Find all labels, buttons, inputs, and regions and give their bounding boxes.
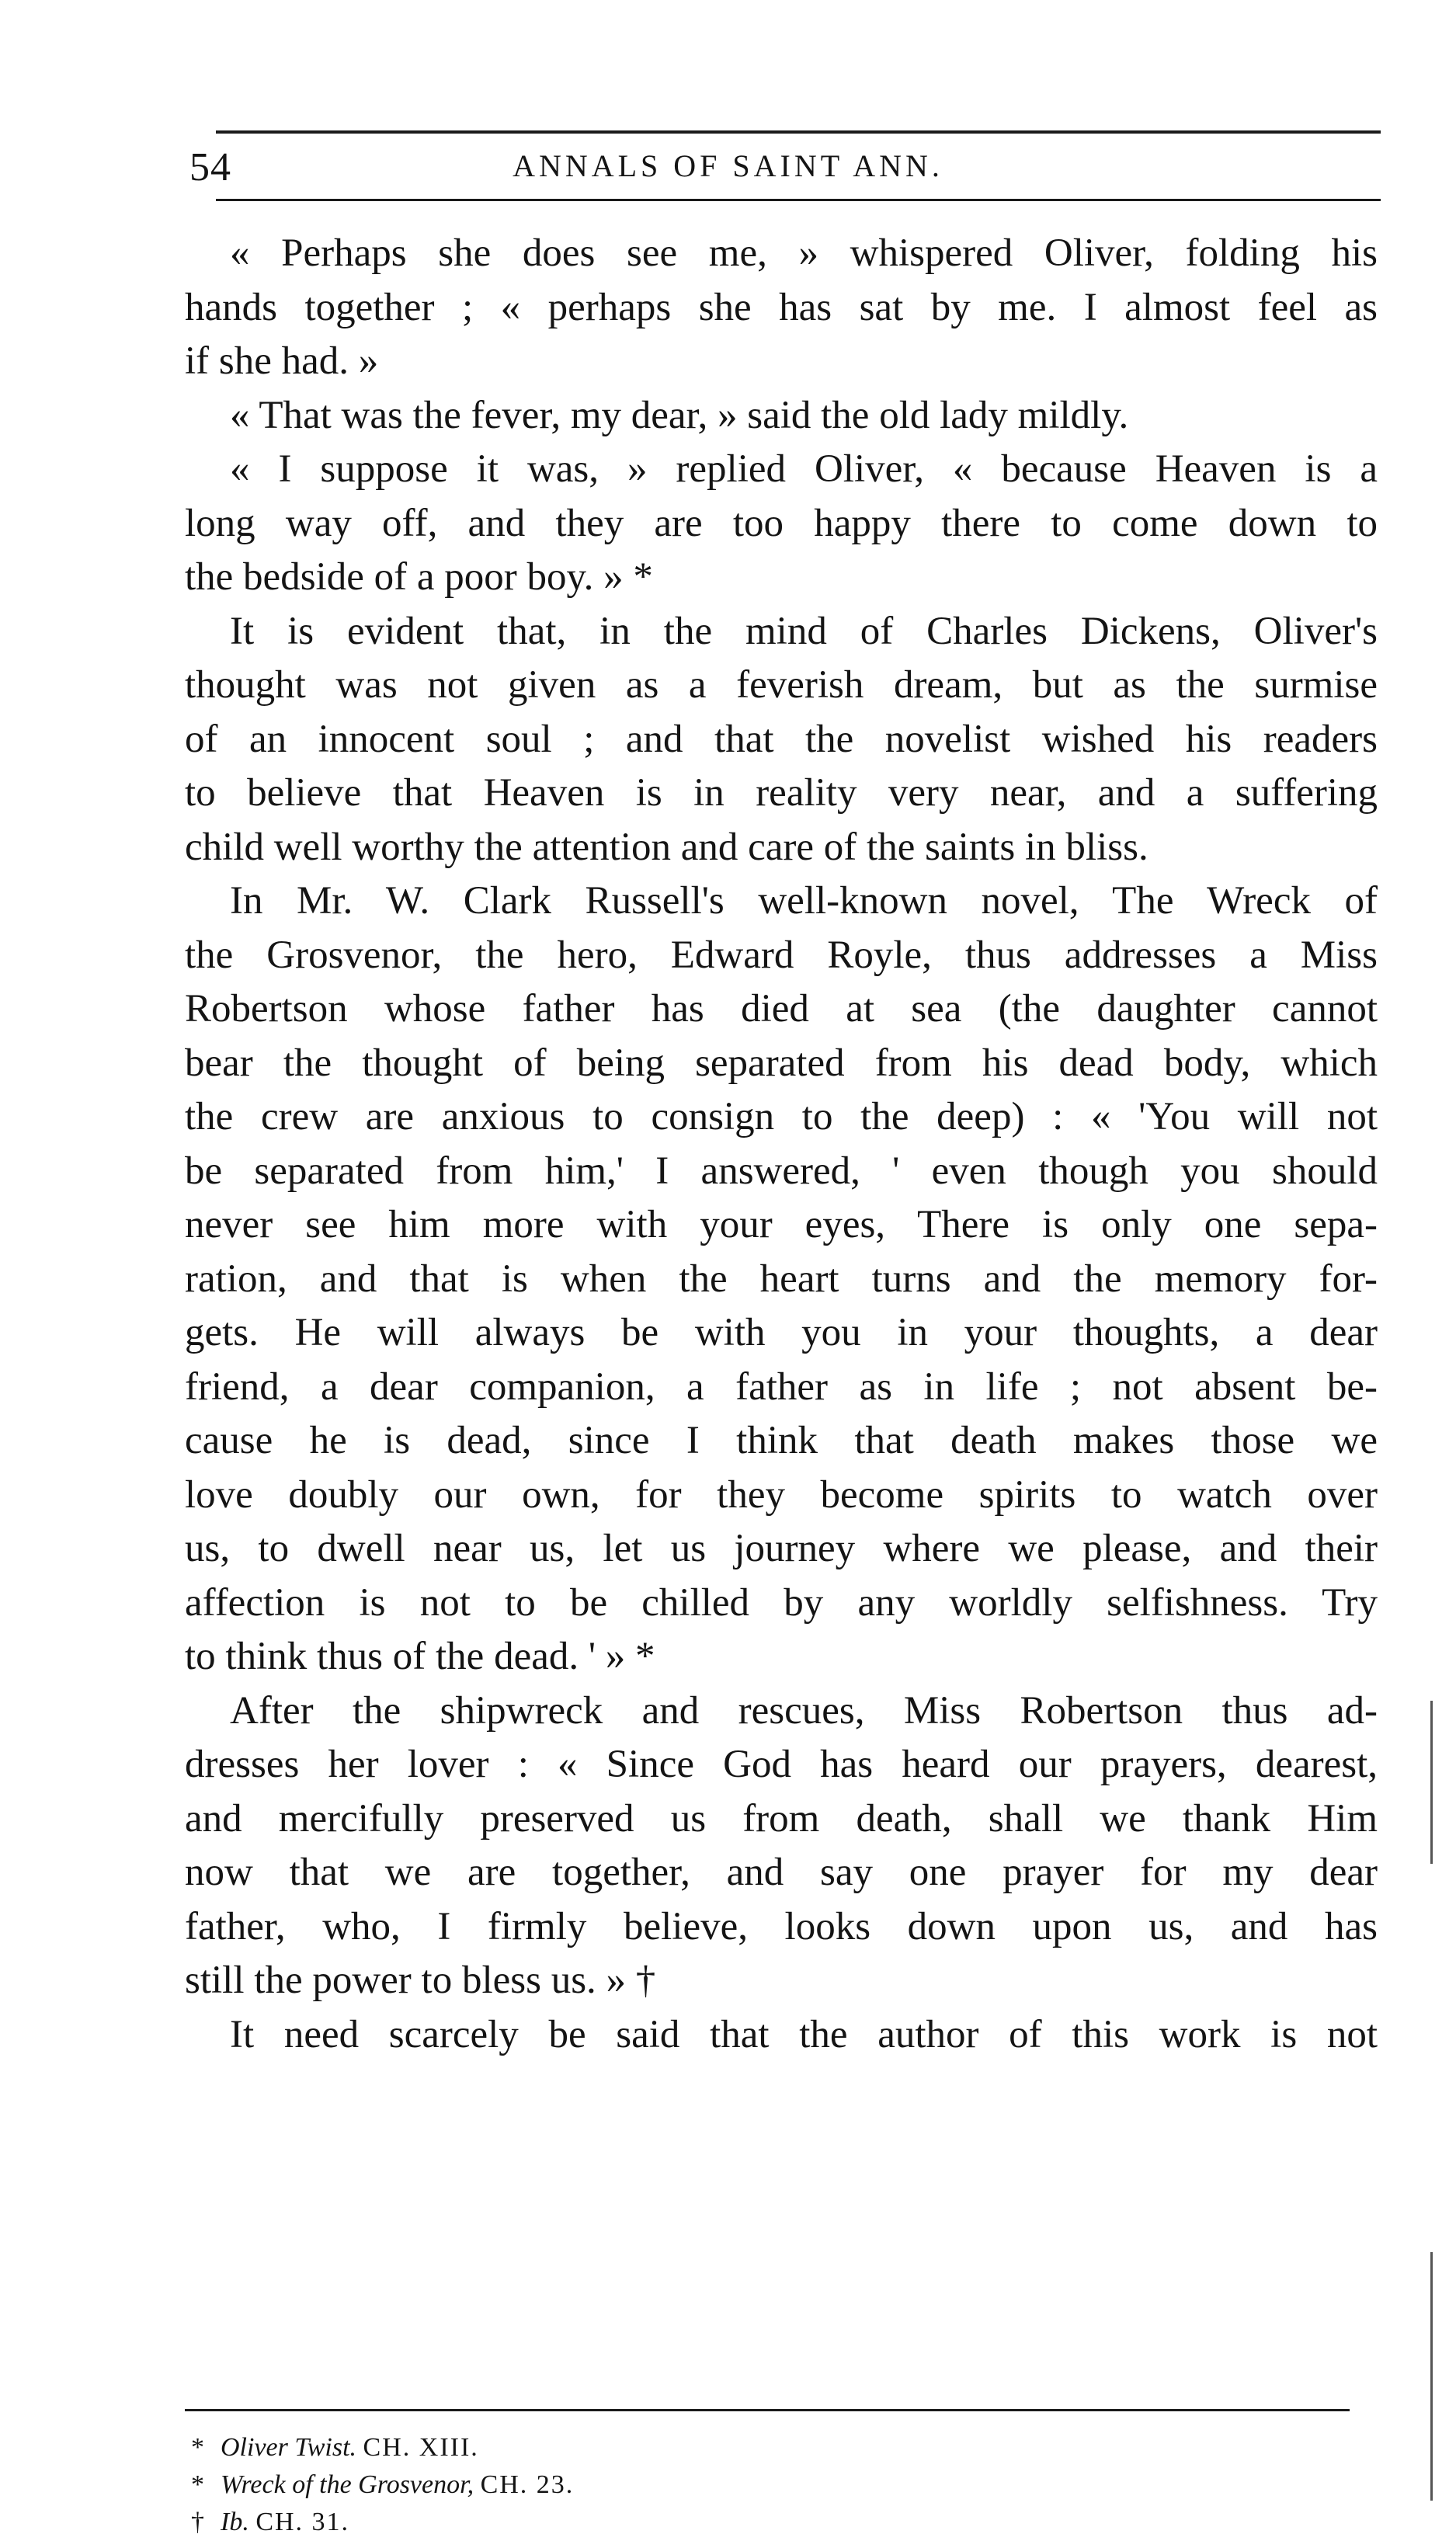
text-line: father, who, I firmly believe, looks down upon us, and has bbox=[185, 1904, 1378, 1948]
top-rule bbox=[216, 130, 1381, 134]
text-line: if she had. » bbox=[185, 339, 379, 383]
text-line: us, to dwell near us, let us journey where we please, and their bbox=[185, 1527, 1378, 1570]
footnote bbox=[191, 2429, 574, 2466]
text-line: It need scarcely be said that the author of this work is not bbox=[230, 2012, 1378, 2056]
scan-edge-mark bbox=[1430, 1701, 1433, 1864]
text-line: Robertson whose father has died at sea (the daughter cannot bbox=[185, 987, 1378, 1031]
text-line: After the shipwreck and rescues, Miss Robertson thus ad- bbox=[230, 1688, 1378, 1733]
text-line: affection is not to be chilled by any worldly selfishness. Try bbox=[185, 1580, 1378, 1625]
text-line: long way off, and they are too happy there to come down to bbox=[185, 501, 1378, 545]
text-line: the bedside of a poor boy. » * bbox=[185, 555, 653, 599]
running-head bbox=[0, 138, 1456, 193]
footnote-reference: CH. 31. bbox=[255, 2508, 350, 2536]
footnote bbox=[191, 2466, 574, 2504]
text-line: to believe that Heaven is in reality very near, and a suffering bbox=[185, 771, 1378, 815]
text-line: the crew are anxious to consign to the deep) : « 'You will not bbox=[185, 1095, 1378, 1138]
footnote bbox=[191, 2504, 574, 2541]
text-line: to think thus of the dead. ' » * bbox=[185, 1635, 655, 1678]
text-line: « Perhaps she does see me, » whispered Oliver, folding his bbox=[230, 231, 1378, 275]
text-line: be separated from him,' I answered, ' even though you should bbox=[185, 1149, 1378, 1193]
text-line: the Grosvenor, the hero, Edward Royle, thus addresses a Miss bbox=[185, 933, 1378, 977]
footnote-reference: CH. XIII. bbox=[363, 2433, 479, 2462]
text-line: cause he is dead, since I think that death makes those we bbox=[185, 1419, 1378, 1462]
text-line: thought was not given as a feverish dream, but as the surmise bbox=[185, 663, 1378, 707]
text-line: In Mr. W. Clark Russell's well-known novel, The Wreck of bbox=[230, 879, 1378, 923]
footnote-title: Wreck of the Grosvenor, bbox=[221, 2470, 474, 2499]
footnote-reference: CH. 23. bbox=[480, 2470, 575, 2499]
text-line: bear the thought of being separated from his dead body, which bbox=[185, 1041, 1378, 1085]
footnote-mark: * bbox=[191, 2470, 204, 2499]
footnote-title: Ib. bbox=[221, 2508, 249, 2536]
text-line: gets. He will always be with you in your thoughts, a dear bbox=[185, 1311, 1378, 1354]
scan-edge-mark bbox=[1430, 2252, 1433, 2501]
text-line: « That was the fever, my dear, » said the old lady mildly. bbox=[230, 393, 1129, 437]
text-line: child well worthy the attention and care of the saints in bliss. bbox=[185, 825, 1148, 869]
text-line: dresses her lover : « Since God has heard our prayers, dearest, bbox=[185, 1743, 1378, 1786]
text-line: of an innocent soul ; and that the novelist wished his readers bbox=[185, 717, 1378, 761]
running-head-title: ANNALS OF SAINT ANN. bbox=[513, 148, 943, 183]
text-line: never see him more with your eyes, There is only one sepa- bbox=[185, 1203, 1378, 1246]
text-line: « I suppose it was, » replied Oliver, « because Heaven is a bbox=[230, 447, 1378, 491]
text-line: ration, and that is when the heart turns and the memory for- bbox=[185, 1257, 1378, 1301]
footnote-rule bbox=[185, 2409, 1350, 2411]
text-line: hands together ; « perhaps she has sat by me. I almost feel as bbox=[185, 285, 1378, 329]
footnote-mark: * bbox=[191, 2433, 204, 2462]
body-text bbox=[185, 227, 1378, 2062]
page-number: 54 bbox=[189, 145, 231, 189]
text-line: friend, a dear companion, a father as in life ; not absent be- bbox=[185, 1364, 1378, 1409]
text-line: and mercifully preserved us from death, shall we thank Him bbox=[185, 1796, 1378, 1841]
text-line: It is evident that, in the mind of Charles Dickens, Oliver's bbox=[230, 609, 1378, 653]
footnote-title: Oliver Twist. bbox=[221, 2433, 357, 2462]
footnotes bbox=[191, 2429, 574, 2541]
head-rule bbox=[216, 199, 1381, 201]
footnote-mark: † bbox=[191, 2508, 204, 2536]
text-line: now that we are together, and say one prayer for my dear bbox=[185, 1851, 1378, 1894]
text-line: love doubly our own, for they become spirits to watch over bbox=[185, 1472, 1378, 1517]
text-line: still the power to bless us. » † bbox=[185, 1959, 656, 2002]
